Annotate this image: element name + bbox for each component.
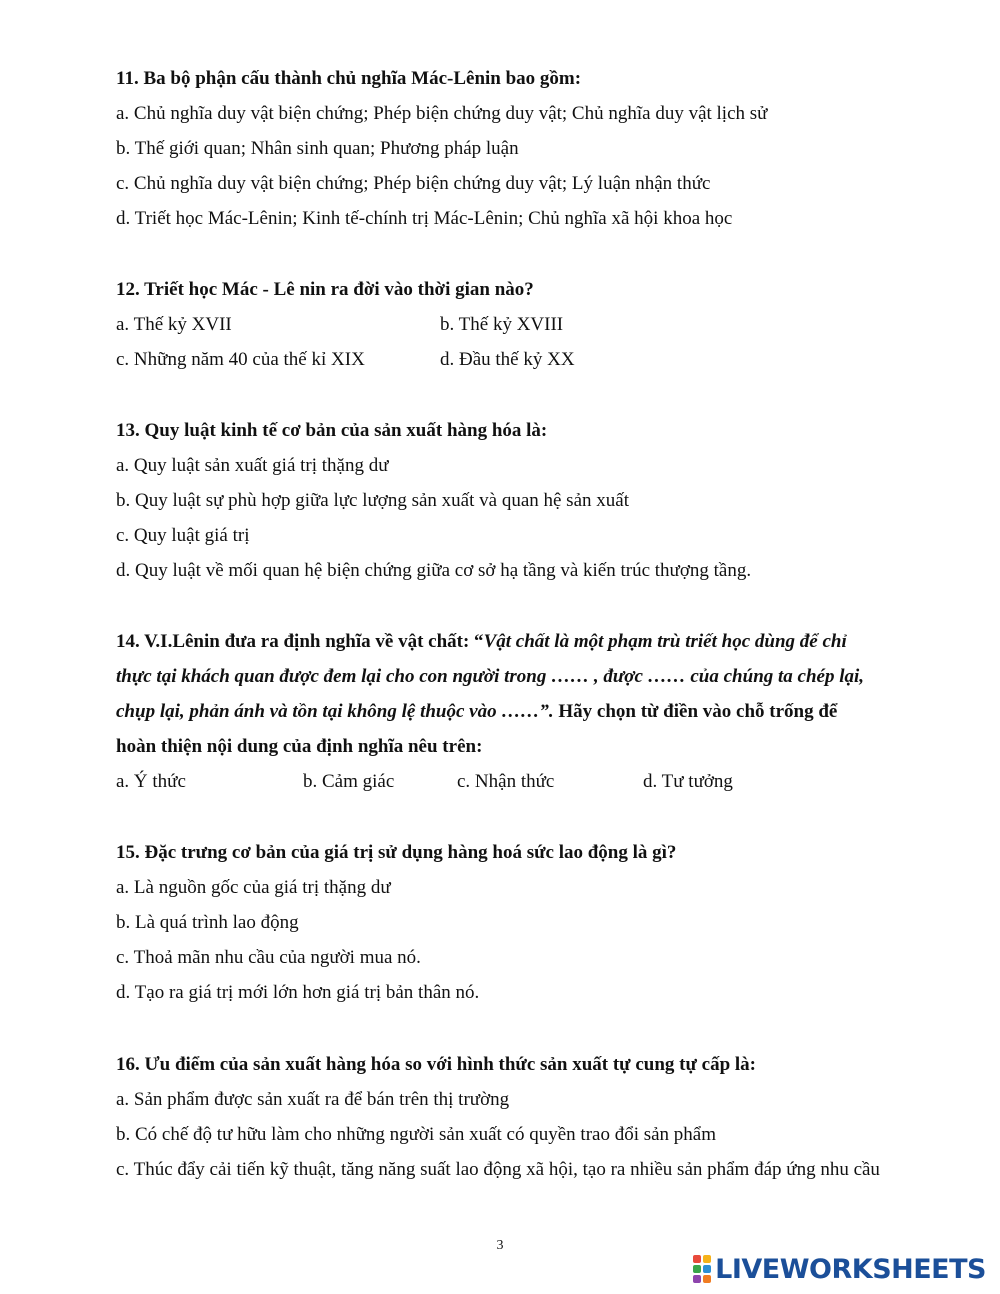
option-a: a. Thế kỷ XVII bbox=[116, 314, 232, 335]
option-a: a. Ý thức bbox=[116, 771, 186, 792]
question-16 bbox=[116, 1047, 956, 1187]
option-c: c. Quy luật giá trị bbox=[116, 525, 250, 546]
question-15 bbox=[116, 835, 956, 1010]
option-a: a. Chủ nghĩa duy vật biện chứng; Phép biện chứng duy vật; Chủ nghĩa duy vật lịch sử bbox=[116, 103, 768, 124]
question-title: 11. Ba bộ phận cấu thành chủ nghĩa Mác-Lênin bao gồm: bbox=[116, 68, 582, 89]
option-c: c. Những năm 40 của thế kỉ XIX bbox=[116, 349, 365, 370]
option-d: d. Triết học Mác-Lênin; Kinh tế-chính trị Mác-Lênin; Chủ nghĩa xã hội khoa học bbox=[116, 208, 733, 229]
option-a: a. Là nguồn gốc của giá trị thặng dư bbox=[116, 877, 391, 898]
option-c: c. Nhận thức bbox=[457, 771, 555, 792]
mark-square bbox=[703, 1275, 711, 1283]
option-c: c. Chủ nghĩa duy vật biện chứng; Phép biện chứng duy vật; Lý luận nhận thức bbox=[116, 173, 711, 194]
option-d: d. Tư tưởng bbox=[643, 771, 733, 792]
option-b: b. Thế giới quan; Nhân sinh quan; Phương pháp luận bbox=[116, 138, 519, 159]
question-title: 15. Đặc trưng cơ bản của giá trị sử dụng hàng hoá sức lao động là gì? bbox=[116, 842, 677, 863]
page-number: 3 bbox=[496, 1238, 504, 1253]
option-c: c. Thoả mãn nhu cầu của người mua nó. bbox=[116, 947, 421, 968]
mark-square bbox=[703, 1255, 711, 1263]
liveworksheets-logo bbox=[693, 1252, 986, 1286]
mark-square bbox=[693, 1255, 701, 1263]
option-b: b. Có chế độ tư hữu làm cho những người sản xuất có quyền trao đổi sản phẩm bbox=[116, 1124, 717, 1145]
title-prefix: 14. V.I.Lênin đưa ra định nghĩa về vật chất: “ bbox=[116, 631, 484, 652]
question-title: 13. Quy luật kinh tế cơ bản của sản xuất hàng hóa là: bbox=[116, 420, 548, 441]
question-12 bbox=[116, 272, 956, 377]
definition-quote-1: Vật chất là một phạm trù triết học dùng để chỉ bbox=[483, 631, 847, 652]
question-title-line-1 bbox=[116, 624, 956, 659]
option-b: b. Thế kỷ XVIII bbox=[440, 314, 564, 335]
watermark-text: LIVEWORKSHEETS bbox=[715, 1253, 986, 1285]
mark-square bbox=[693, 1265, 701, 1273]
question-14 bbox=[116, 624, 956, 799]
option-c: c. Thúc đẩy cải tiến kỹ thuật, tăng năng suất lao động xã hội, tạo ra nhiều sản phẩm đáp ứng nhu cầu bbox=[116, 1159, 880, 1180]
liveworksheets-mark-icon bbox=[693, 1255, 711, 1283]
question-title: 12. Triết học Mác - Lê nin ra đời vào thời gian nào? bbox=[116, 279, 534, 300]
definition-quote-2: thực tại khách quan được đem lại cho con người trong …… , được …… của chúng ta chép lại, bbox=[116, 666, 865, 687]
option-d: d. Tạo ra giá trị mới lớn hơn giá trị bản thân nó. bbox=[116, 982, 480, 1003]
option-b: b. Quy luật sự phù hợp giữa lực lượng sản xuất và quan hệ sản xuất bbox=[116, 490, 629, 511]
question-13 bbox=[116, 413, 956, 588]
option-b: b. Là quá trình lao động bbox=[116, 912, 299, 933]
question-title-line-3 bbox=[116, 694, 956, 729]
mark-square bbox=[703, 1265, 711, 1273]
mark-square bbox=[693, 1275, 701, 1283]
option-b: b. Cảm giác bbox=[303, 771, 395, 792]
definition-quote-3: chụp lại, phản ánh và tồn tại không lệ thuộc vào ……”. bbox=[116, 701, 554, 722]
question-11 bbox=[116, 61, 956, 236]
option-d: d. Đầu thế kỷ XX bbox=[440, 349, 575, 370]
title-suffix-1: Hãy chọn từ điền vào chỗ trống để bbox=[553, 701, 838, 722]
title-suffix-2: hoàn thiện nội dung của định nghĩa nêu trên: bbox=[116, 736, 483, 757]
option-a: a. Quy luật sản xuất giá trị thặng dư bbox=[116, 455, 389, 476]
option-d: d. Quy luật về mối quan hệ biện chứng giữa cơ sở hạ tầng và kiến trúc thượng tầng. bbox=[116, 560, 752, 581]
question-title: 16. Ưu điểm của sản xuất hàng hóa so với hình thức sản xuất tự cung tự cấp là: bbox=[116, 1054, 756, 1075]
option-a: a. Sản phẩm được sản xuất ra để bán trên thị trường bbox=[116, 1089, 510, 1110]
